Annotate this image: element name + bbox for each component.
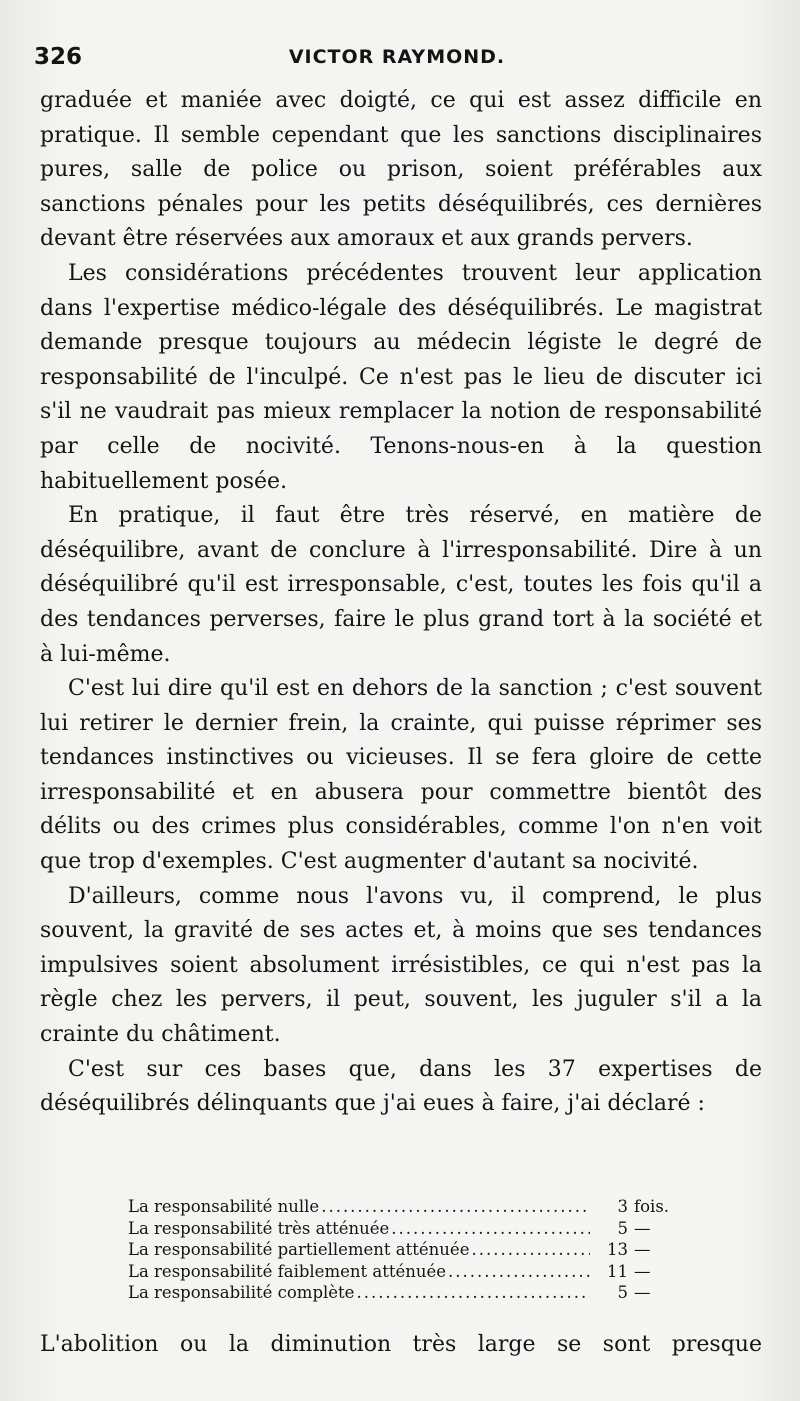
leader-dots — [448, 1261, 590, 1283]
tally-unit: — — [634, 1240, 651, 1259]
paragraph: En pratique, il faut être très réservé, en matière de déséquilibre, avant de conclure à l'irresponsabilité. Dire à un déséquilibré qu'il est irresponsable, c'est, toutes les fois qu'il a des tendances perverses, faire le plus grand tort à la société et à lui-même. — [40, 503, 762, 667]
tally-label: La responsabilité complète — [128, 1283, 355, 1302]
paragraph: C'est sur ces bases que, dans les 37 expertises de déséquilibrés délinquants que j'ai eues à faire, j'ai déclaré : — [40, 1056, 762, 1117]
paragraph: D'ailleurs, comme nous l'avons vu, il comprend, le plus souvent, la gravité de ses actes et, à moins que ses tendances impulsives soient absolument irrésistibles, ce qui n'est pas la règle chez les pervers, il peut, souvent, les juguler s'il a la crainte du châtiment. — [40, 883, 762, 1048]
page-header — [34, 42, 760, 76]
tally-unit: — — [634, 1218, 651, 1238]
page-number: 326 — [34, 44, 83, 70]
body-text — [40, 84, 762, 1122]
tally-unit: fois. — [634, 1197, 670, 1216]
tally-unit: — — [634, 1261, 651, 1281]
tally-count: 11 — [607, 1261, 628, 1281]
continuation-line: L'abolition ou la diminution très large se sont presque — [40, 1332, 762, 1357]
paragraph: C'est lui dire qu'il est en dehors de la sanction ; c'est souvent lui retirer le dernier frein, la crainte, qui puisse réprimer ses tendances instinctives ou vicieuses. Il se fera gloire de cette irresponsabilité et en abusera pour commettre bientôt des délits ou des crimes plus considérables, comme l'on n'en voit que trop d'exemples. C'est augmenter d'autant sa nocivité. — [40, 676, 762, 875]
tally-label: La responsabilité partiellement atténuée — [128, 1240, 470, 1259]
responsibility-tally — [128, 1196, 684, 1304]
tally-row — [128, 1239, 684, 1261]
running-head: VICTOR RAYMOND. — [288, 46, 506, 68]
tally-count: 3 — [617, 1197, 628, 1216]
leader-dots — [391, 1218, 590, 1240]
tally-label: La responsabilité très atténuée — [128, 1218, 390, 1238]
leader-dots — [321, 1196, 590, 1218]
tally-label: La responsabilité faiblement atténuée — [128, 1261, 447, 1281]
tally-unit: — — [634, 1283, 651, 1302]
paragraph: Les considérations précédentes trouvent leur application dans l'expertise médico-légale des déséquilibrés. Le magistrat demande presque toujours au médecin légiste le degré de responsabilité de l'inculpé. Ce n'est pas le lieu de discuter ici s'il ne vaudrait pas mieux remplacer la notion de responsabilité par celle de nocivité. Tenons-nous-en à la question habituellement posée. — [40, 260, 762, 494]
leader-dots — [471, 1239, 590, 1261]
tally-row — [128, 1282, 684, 1304]
tally-row — [128, 1196, 684, 1218]
tally-count: 5 — [617, 1283, 628, 1302]
tally-row — [128, 1261, 684, 1283]
tally-count: 13 — [607, 1240, 628, 1259]
paragraph-continued: graduée et maniée avec doigté, ce qui est assez difficile en pratique. Il semble cependant que les sanctions disciplinaires pures, salle de police ou prison, soient préférables aux sanctions pénales pour les petits déséquilibrés, ces dernières devant être réservées aux amoraux et aux grands pervers. — [40, 88, 762, 252]
tally-count: 5 — [617, 1218, 628, 1238]
tally-label: La responsabilité nulle — [128, 1197, 320, 1216]
leader-dots — [356, 1282, 590, 1304]
tally-row — [128, 1218, 684, 1240]
